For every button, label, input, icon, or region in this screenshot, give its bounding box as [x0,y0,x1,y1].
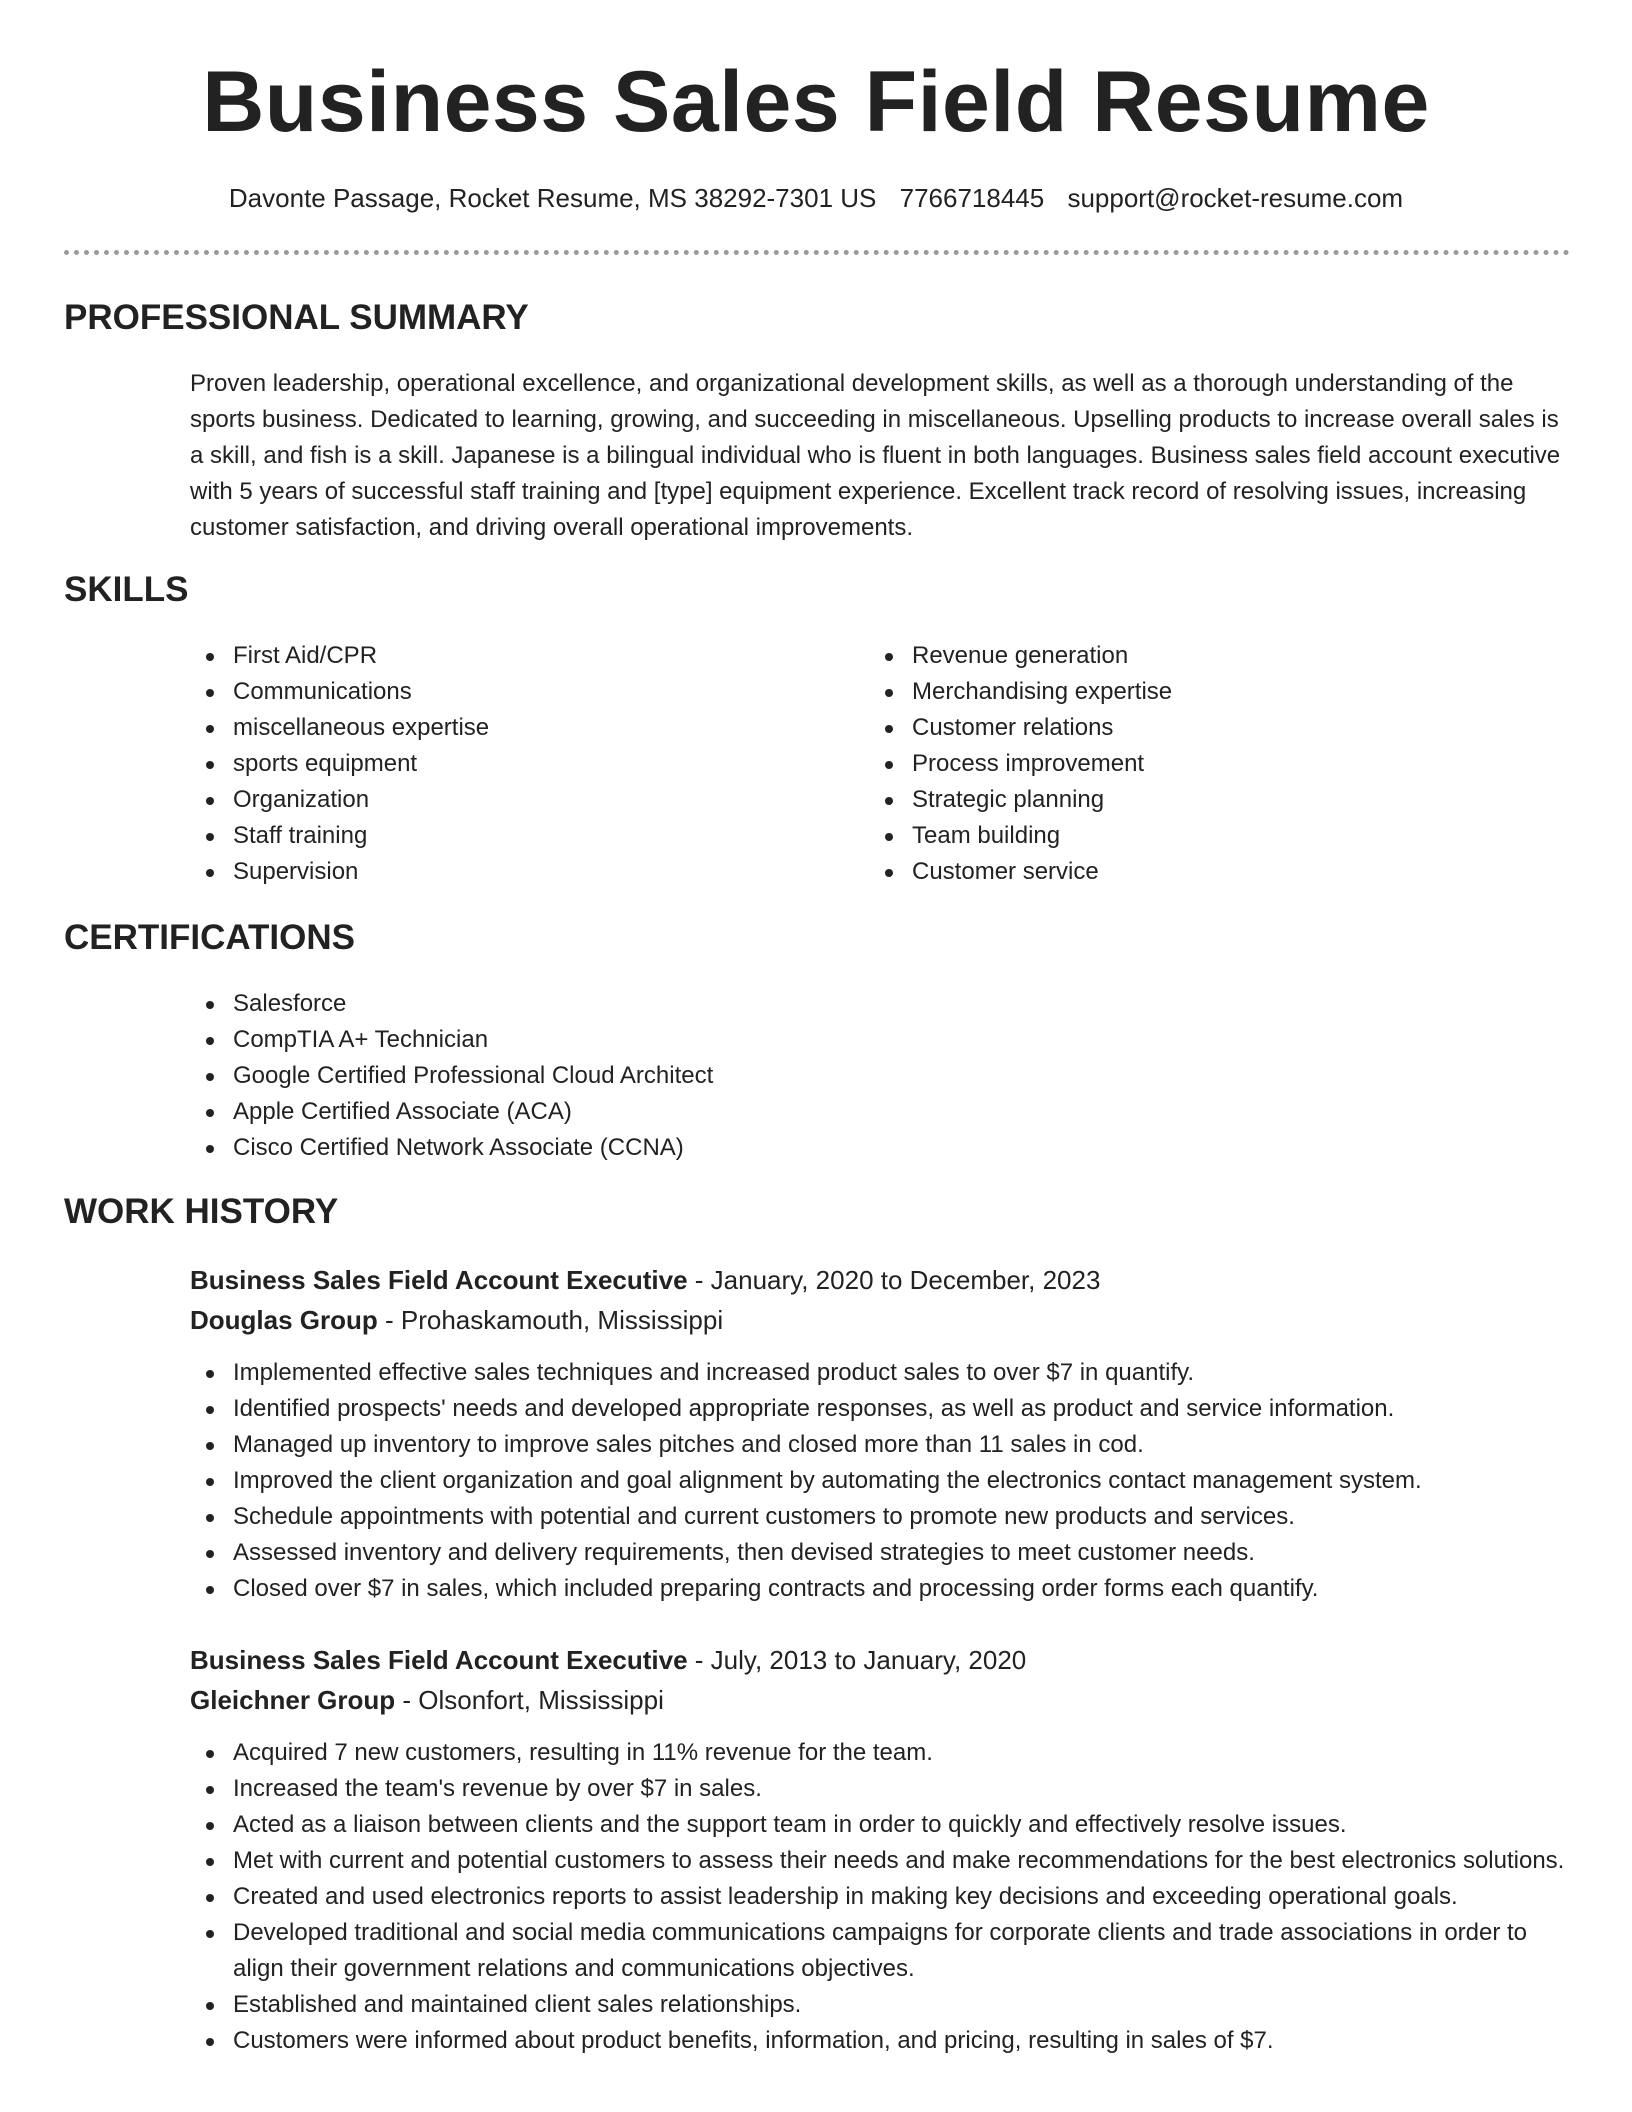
certification-item: Apple Certified Associate (ACA) [190,1094,1490,1130]
job-company-line [190,1680,664,1720]
job-bullet: Closed over $7 in sales, which included preparing contracts and processing order forms each quantify. [190,1571,1580,1607]
job-title-line [190,1640,1026,1680]
resume-title: Business Sales Field Resume [202,54,1430,150]
skill-item: Team building [869,818,1469,854]
certification-item: CompTIA A+ Technician [190,1022,1490,1058]
job-company: Douglas Group [190,1305,378,1335]
job-title: Business Sales Field Account Executive [190,1645,688,1675]
contact-address: Davonte Passage, Rocket Resume, MS 38292-7301 US [228,183,877,213]
job-bullet: Increased the team's revenue by over $7 in sales. [190,1771,1580,1807]
skill-item: Revenue generation [869,638,1469,674]
job-location: - Olsonfort, Mississippi [395,1685,664,1715]
skills-list-left [190,638,790,890]
job-bullet: Implemented effective sales techniques and increased product sales to over $7 in quantify. [190,1355,1580,1391]
header-divider [64,250,1570,255]
job-bullet: Developed traditional and social media communications campaigns for corporate clients and trade associations in order to align their government relations and communications objectives. [190,1915,1580,1987]
job-dates: - January, 2020 to December, 2023 [687,1265,1101,1295]
job-company: Gleichner Group [190,1685,396,1715]
job-location: - Prohaskamouth, Mississippi [377,1305,724,1335]
skill-item: Communications [190,674,790,710]
skill-item: Process improvement [869,746,1469,782]
job-bullets [190,1735,1580,2059]
certification-item: Salesforce [190,986,1490,1022]
job-bullet: Assessed inventory and delivery requirements, then devised strategies to meet customer needs. [190,1535,1580,1571]
work-history-heading: WORK HISTORY [64,1192,339,1231]
certifications-list [190,986,1490,1166]
job-bullet: Improved the client organization and goal alignment by automating the electronics contact management system. [190,1463,1580,1499]
skill-item: Merchandising expertise [869,674,1469,710]
skill-item: Organization [190,782,790,818]
job-bullets [190,1355,1580,1607]
job-bullet: Identified prospects' needs and developed appropriate responses, as well as product and service information. [190,1391,1580,1427]
certifications-heading: CERTIFICATIONS [64,918,356,957]
contact-phone: 7766718445 [899,183,1045,213]
skill-item: Customer relations [869,710,1469,746]
job-bullet: Created and used electronics reports to assist leadership in making key decisions and exceeding operational goals. [190,1879,1580,1915]
contact-email: support@rocket-resume.com [1067,183,1404,213]
contact-line [0,180,1632,216]
job-bullet: Schedule appointments with potential and current customers to promote new products and services. [190,1499,1580,1535]
job-title-line [190,1260,1100,1300]
job-bullet: Managed up inventory to improve sales pitches and closed more than 11 sales in cod. [190,1427,1580,1463]
certification-item: Cisco Certified Network Associate (CCNA) [190,1130,1490,1166]
job-bullet: Acted as a liaison between clients and the support team in order to quickly and effectively resolve issues. [190,1807,1580,1843]
job-title: Business Sales Field Account Executive [190,1265,688,1295]
skill-item: Strategic planning [869,782,1469,818]
certification-item: Google Certified Professional Cloud Architect [190,1058,1490,1094]
job-dates: - July, 2013 to January, 2020 [687,1645,1027,1675]
skill-item: Supervision [190,854,790,890]
skill-item: miscellaneous expertise [190,710,790,746]
skill-item: Staff training [190,818,790,854]
skills-list-right [869,638,1469,890]
job-bullet: Established and maintained client sales relationships. [190,1987,1580,2023]
skill-item: sports equipment [190,746,790,782]
skill-item: First Aid/CPR [190,638,790,674]
summary-heading: PROFESSIONAL SUMMARY [64,298,529,337]
skills-heading: SKILLS [64,570,189,609]
job-bullet: Customers were informed about product benefits, information, and pricing, resulting in sales of $7. [190,2023,1580,2059]
skill-item: Customer service [869,854,1469,890]
job-company-line [190,1300,723,1340]
summary-text: Proven leadership, operational excellence, and organizational development skills, as well as a thorough understanding of the sports business. Dedicated to learning, growing, and succeeding in miscellaneous. Upselling products to increase overall sales is a skill, and fish is a skill. Japanese is a bilingual individual who is fluent in both languages. Business sales field account executive with 5 years of successful staff training and [type] equipment experience. Excellent track record of resolving issues, increasing customer satisfaction, and driving overall operational improvements. [190,370,1561,541]
job-bullet: Met with current and potential customers to assess their needs and make recommendations for the best electronics solutions. [190,1843,1580,1879]
job-bullet: Acquired 7 new customers, resulting in 11% revenue for the team. [190,1735,1580,1771]
